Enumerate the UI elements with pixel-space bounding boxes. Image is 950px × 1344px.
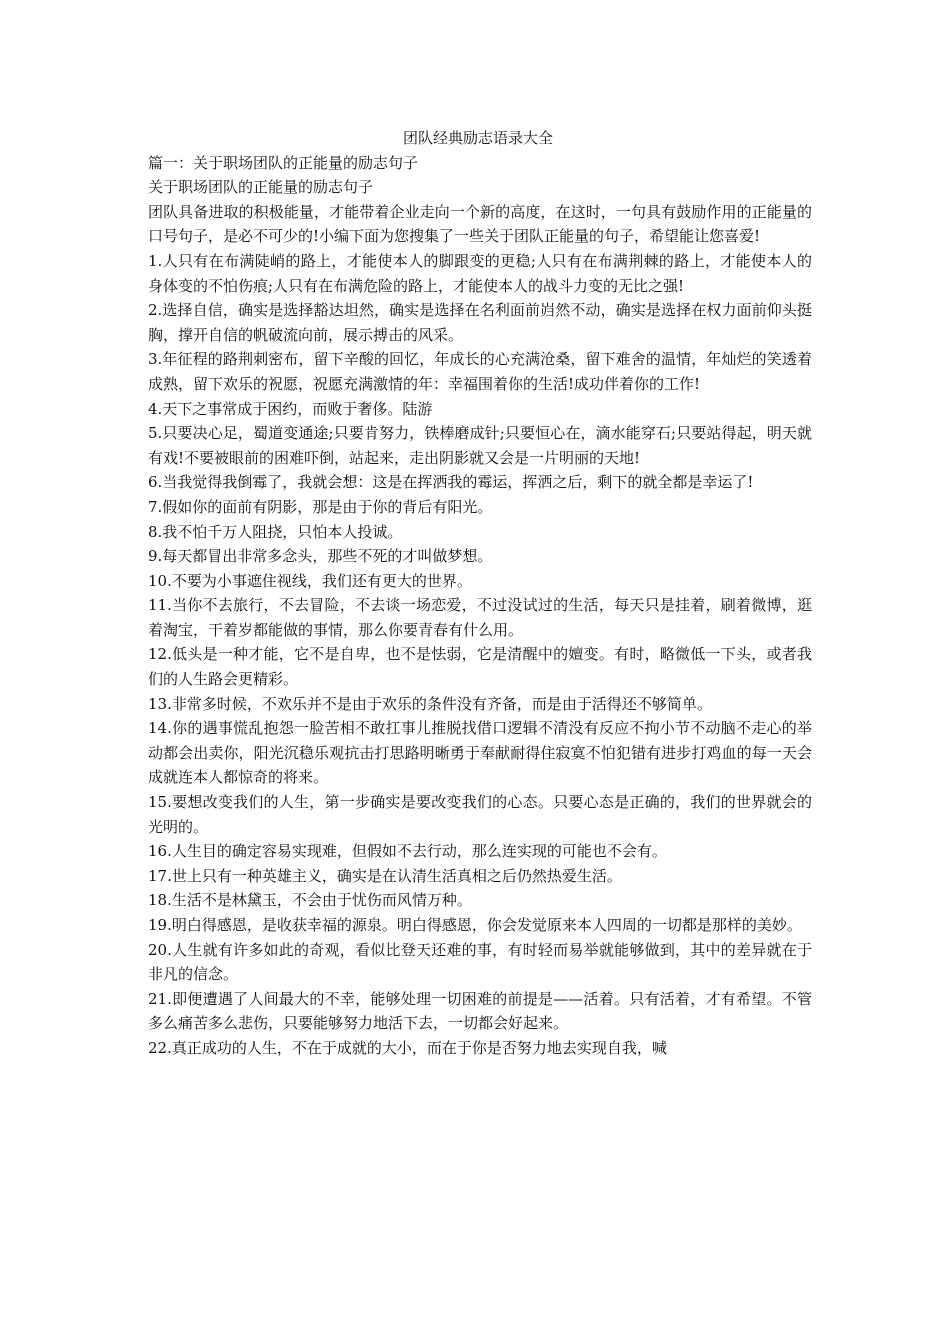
quote-item-6: 6.当我觉得我倒霉了，我就会想：这是在挥洒我的霉运，挥洒之后，剩下的就全都是幸运了! xyxy=(148,473,754,492)
quote-item-13: 13.非常多时候，不欢乐并不是由于欢乐的条件没有齐备，而是由于活得还不够简单。 xyxy=(148,694,712,713)
quote-item-11: 11.当你不去旅行，不去冒险，不去谈一场恋爱，不过没试过的生活，每天只是挂着，刷着微博，逛着淘宝，干着岁都能做的事情，那么你要青春有什么用。 xyxy=(148,596,812,639)
quote-item-22: 22.真正成功的人生，不在于成就的大小，而在于你是否努力地去实现自我，喊 xyxy=(148,1038,667,1057)
document-title: 团队经典励志语录大全 xyxy=(402,129,553,147)
quote-item-7: 7.假如你的面前有阴影，那是由于你的背后有阳光。 xyxy=(148,497,493,516)
quote-item-1: 1.人只有在布满陡峭的路上，才能使本人的脚跟变的更稳;人只有在布满荆棘的路上，才能使本人的身体变的不怕伤痕;人只有在布满危险的路上，才能使本人的战斗力变的无比之强! xyxy=(148,251,812,295)
intro-paragraph: 团队具备进取的积极能量，才能带着企业走向一个新的高度，在这时，一句具有鼓励作用的正能量的口号句子，是必不可少的!小编下面为您搜集了一些关于团队正能量的句子，希望能让您喜爱! xyxy=(148,202,812,246)
section-heading: 篇一：关于职场团队的正能量的励志句子 xyxy=(148,153,419,172)
quote-item-18: 18.生活不是林黛玉，不会由于忧伤而风情万种。 xyxy=(148,891,472,910)
quote-item-14: 14.你的遇事慌乱抱怨一脸苦相不敢扛事儿推脱找借口逻辑不清没有反应不拘小节不动脑不走心的举动都会出卖你，阳光沉稳乐观抗击打思路明晰勇于奉献耐得住寂寞不怕犯错有进步打鸡血的每一天会成就连本人都惊奇的将来。 xyxy=(148,719,812,787)
quote-item-20: 20.人生就有许多如此的奇观，看似比登天还难的事，有时轻而易举就能够做到，其中的差异就在于非凡的信念。 xyxy=(148,940,812,984)
quote-item-8: 8.我不怕千万人阻挠，只怕本人投诚。 xyxy=(148,522,403,541)
quote-item-21: 21.即便遭遇了人间最大的不幸，能够处理一切困难的前提是——活着。只有活着，才有希望。不管多么痛苦多么悲伤，只要能够努力地活下去，一切都会好起来。 xyxy=(148,989,812,1033)
quote-item-16: 16.人生目的确定容易实现难，但假如不去行动，那么连实现的可能也不会有。 xyxy=(148,842,667,861)
quote-item-10: 10.不要为小事遮住视线，我们还有更大的世界。 xyxy=(148,571,472,590)
quote-item-19: 19.明白得感恩，是收获幸福的源泉。明白得感恩，你会发觉原来本人四周的一切都是那样的美妙。 xyxy=(148,916,802,934)
quote-item-2: 2.选择自信，确实是选择豁达坦然，确实是选择在名利面前岿然不动，确实是选择在权力面前仰头挺胸，撑开自信的帆破流向前，展示搏击的风采。 xyxy=(148,301,812,344)
document-body xyxy=(144,126,812,1061)
quote-item-5: 5.只要决心足，蜀道变通途;只要肯努力，铁棒磨成针;只要恒心在，滴水能穿石;只要站得起，明天就有戏!不要被眼前的困难吓倒，站起来，走出阴影就又会是一片明丽的天地! xyxy=(148,424,812,467)
quote-item-9: 9.每天都冒出非常多念头，那些不死的才叫做梦想。 xyxy=(148,547,493,566)
quote-item-17: 17.世上只有一种英雄主义，确实是在认清生活真相之后仍然热爱生活。 xyxy=(148,866,622,885)
quote-item-4: 4.天下之事常成于困约，而败于奢侈。陆游 xyxy=(148,399,433,418)
sub-heading: 关于职场团队的正能量的励志句子 xyxy=(148,178,374,197)
quote-item-3: 3.年征程的路荆刺密布，留下辛酸的回忆，年成长的心充满沧桑，留下难舍的温情，年灿烂的笑透着成熟，留下欢乐的祝愿，祝愿充满激情的年：幸福围着你的生活!成功伴着你的工作! xyxy=(148,350,812,393)
quote-item-12: 12.低头是一种才能，它不是自卑，也不是怯弱，它是清醒中的嬗变。有时，略微低一下头，或者我们的人生路会更精彩。 xyxy=(148,645,812,689)
quote-item-15: 15.要想改变我们的人生，第一步确实是要改变我们的心态。只要心态是正确的，我们的世界就会的光明的。 xyxy=(148,793,812,836)
